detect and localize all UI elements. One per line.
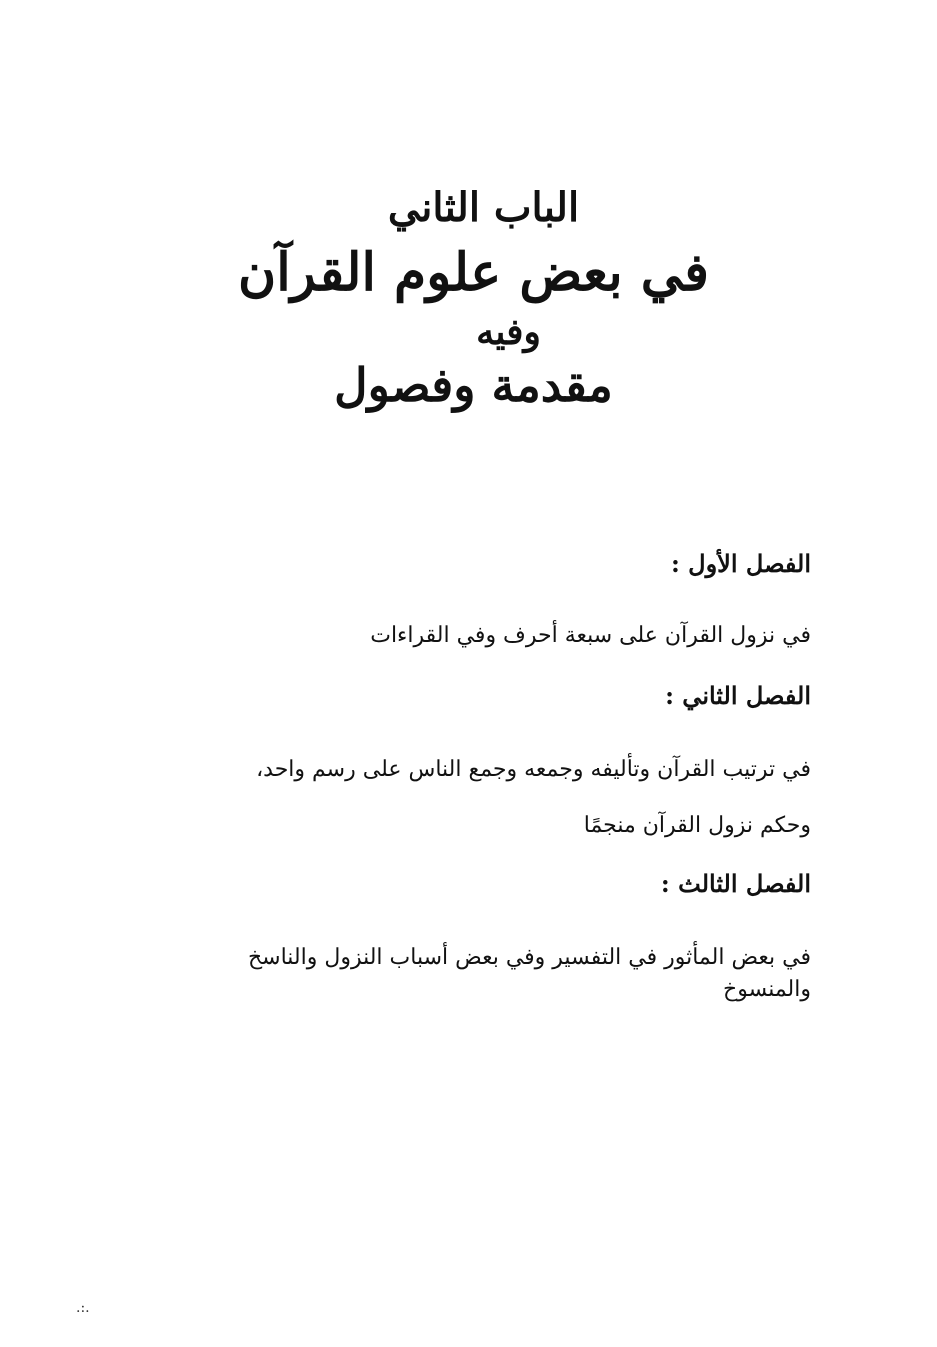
- chapter-contents: مقدمة وفصول: [334, 358, 613, 412]
- section-1-label: الفصل الأول :: [670, 549, 811, 578]
- section-3-label: الفصل الثالث :: [660, 869, 811, 898]
- sections-list: [171, 548, 811, 1006]
- section-2-description-line-1: في ترتيب القرآن وتأليفه وجمعه وجمع الناس على رسم واحد،: [256, 757, 811, 782]
- chapter-connector: وفيه: [476, 311, 541, 353]
- section-2-label: الفصل الثاني :: [665, 681, 811, 710]
- section-1-description: في نزول القرآن على سبعة أحرف وفي القراءات: [370, 623, 811, 648]
- chapter-subject: في بعض علوم القرآن: [238, 242, 709, 303]
- section-2-description-line-2: وحكم نزول القرآن منجمًا: [583, 813, 811, 838]
- chapter-title: الباب الثاني: [387, 184, 580, 231]
- chapter-heading: [0, 180, 937, 416]
- page-mark: .:.: [76, 1300, 90, 1316]
- section-3-description: في بعض المأثور في التفسير وفي بعض أسباب النزول والناسخ والمنسوخ: [247, 945, 811, 1002]
